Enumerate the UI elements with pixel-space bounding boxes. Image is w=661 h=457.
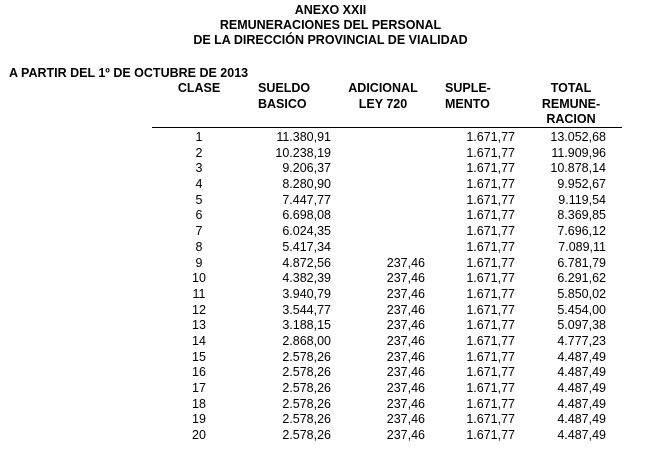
cell-suplemento: 1.671,77 [466, 318, 515, 333]
cell-total-remuneracion: 4.487,49 [557, 381, 606, 395]
cell-sueldo-basico: 2.578,26 [282, 365, 331, 380]
cell-clase: 18 [192, 396, 206, 411]
cell-total-remuneracion: 9.952,67 [557, 177, 606, 192]
cell-adicional-ley-720: 237,46 [386, 271, 425, 286]
cell-suplemento: 1.671,77 [466, 396, 515, 411]
cell-sueldo-basico: 6.698,08 [282, 208, 331, 223]
cell-sueldo-basico: 11.380,91 [276, 130, 331, 144]
header-divider [152, 127, 622, 128]
cell-sueldo-basico: 3.188,15 [282, 318, 331, 333]
table-row [0, 428, 661, 444]
table-row [0, 193, 661, 209]
cell-clase: 5 [195, 192, 203, 207]
cell-total-remuneracion: 7.089,11 [558, 239, 606, 254]
cell-clase: 20 [192, 428, 206, 443]
cell-suplemento: 1.671,77 [466, 428, 515, 443]
table-row [0, 256, 661, 272]
cell-adicional-ley-720: 237,46 [386, 333, 425, 348]
cell-total-remuneracion: 8.369,85 [557, 208, 606, 223]
cell-suplemento: 1.671,77 [466, 381, 515, 395]
column-header-total-remuneracion: TOTAL REMUNE- RACION [541, 81, 601, 126]
table-row [0, 365, 661, 381]
table-row [0, 287, 661, 303]
cell-clase: 2 [195, 145, 203, 160]
cell-sueldo-basico: 10.238,19 [275, 145, 331, 160]
table-row [0, 208, 661, 224]
cell-total-remuneracion: 5.850,02 [557, 286, 606, 301]
table-row [0, 240, 661, 256]
table-row [0, 130, 661, 146]
cell-sueldo-basico: 2.578,26 [282, 412, 331, 427]
cell-clase: 11 [192, 286, 206, 301]
cell-adicional-ley-720: 237,46 [386, 396, 425, 411]
cell-suplemento: 1.671,77 [466, 208, 515, 223]
annex-title: ANEXO XXII [294, 3, 367, 17]
column-header-suplemento: SUPLE- MENTO [445, 81, 491, 111]
document-title: REMUNERACIONES DEL PERSONAL [219, 18, 442, 32]
cell-sueldo-basico: 2.868,00 [282, 333, 331, 348]
cell-sueldo-basico: 3.940,79 [282, 286, 331, 301]
cell-total-remuneracion: 4.487,49 [557, 365, 606, 380]
cell-suplemento: 1.671,77 [466, 224, 515, 239]
table-row [0, 412, 661, 428]
cell-suplemento: 1.671,77 [466, 161, 515, 176]
cell-total-remuneracion: 4.487,49 [557, 428, 606, 443]
table-row [0, 303, 661, 319]
cell-suplemento: 1.671,77 [466, 130, 515, 144]
table-row [0, 146, 661, 162]
cell-clase: 19 [192, 412, 206, 427]
cell-clase: 7 [195, 224, 203, 239]
table-row [0, 334, 661, 350]
cell-sueldo-basico: 6.024,35 [282, 224, 331, 239]
cell-sueldo-basico: 4.872,56 [282, 255, 331, 270]
cell-suplemento: 1.671,77 [466, 349, 515, 364]
table-row [0, 350, 661, 366]
cell-clase: 13 [192, 318, 206, 333]
salary-table-body [0, 130, 661, 444]
cell-sueldo-basico: 9.206,37 [282, 161, 331, 176]
table-row [0, 318, 661, 334]
cell-adicional-ley-720: 237,46 [386, 286, 425, 301]
cell-total-remuneracion: 4.487,49 [557, 396, 606, 411]
cell-sueldo-basico: 2.578,26 [282, 396, 331, 411]
cell-total-remuneracion: 9.119,54 [558, 192, 606, 207]
cell-suplemento: 1.671,77 [466, 145, 515, 160]
cell-total-remuneracion: 4.487,49 [557, 349, 606, 364]
cell-clase: 10 [192, 271, 206, 286]
cell-sueldo-basico: 3.544,77 [282, 302, 331, 317]
cell-suplemento: 1.671,77 [466, 365, 515, 380]
cell-sueldo-basico: 2.578,26 [282, 428, 331, 443]
cell-suplemento: 1.671,77 [466, 239, 515, 254]
cell-suplemento: 1.671,77 [466, 177, 515, 192]
cell-total-remuneracion: 4.777,23 [557, 333, 606, 348]
cell-total-remuneracion: 4.487,49 [557, 412, 606, 427]
cell-total-remuneracion: 6.291,62 [557, 271, 606, 286]
effective-date-heading: A PARTIR DEL 1º DE OCTUBRE DE 2013 [9, 66, 249, 80]
cell-sueldo-basico: 5.417,34 [282, 239, 331, 254]
column-header-clase: CLASE [177, 81, 221, 95]
cell-adicional-ley-720: 237,46 [386, 365, 425, 380]
cell-total-remuneracion: 7.696,12 [557, 224, 606, 239]
column-header-adicional-ley-720: ADICIONAL LEY 720 [348, 81, 418, 111]
cell-total-remuneracion: 10.878,14 [550, 161, 606, 176]
table-row [0, 381, 661, 397]
cell-clase: 6 [195, 208, 203, 223]
cell-suplemento: 1.671,77 [466, 333, 515, 348]
cell-clase: 16 [192, 365, 206, 380]
table-row [0, 224, 661, 240]
cell-clase: 3 [195, 161, 203, 176]
cell-sueldo-basico: 8.280,90 [282, 177, 331, 192]
table-row [0, 271, 661, 287]
cell-clase: 14 [192, 333, 206, 348]
cell-total-remuneracion: 6.781,79 [557, 255, 606, 270]
cell-sueldo-basico: 2.578,26 [282, 381, 331, 395]
table-row [0, 161, 661, 177]
cell-total-remuneracion: 11.909,96 [551, 145, 606, 160]
cell-adicional-ley-720: 237,46 [386, 318, 425, 333]
cell-adicional-ley-720: 237,46 [386, 302, 425, 317]
cell-sueldo-basico: 2.578,26 [282, 349, 331, 364]
cell-clase: 12 [192, 302, 206, 317]
cell-suplemento: 1.671,77 [466, 412, 515, 427]
cell-adicional-ley-720: 237,46 [386, 349, 425, 364]
table-row [0, 177, 661, 193]
cell-sueldo-basico: 4.382,39 [282, 271, 331, 286]
cell-total-remuneracion: 13.052,68 [550, 130, 606, 144]
cell-suplemento: 1.671,77 [466, 286, 515, 301]
column-header-sueldo-basico: SUELDO BASICO [258, 81, 311, 111]
cell-clase: 8 [195, 239, 203, 254]
cell-clase: 4 [195, 177, 203, 192]
cell-adicional-ley-720: 237,46 [386, 255, 425, 270]
cell-adicional-ley-720: 237,46 [386, 381, 425, 395]
table-row [0, 397, 661, 413]
cell-clase: 9 [195, 255, 203, 270]
cell-total-remuneracion: 5.097,38 [557, 318, 606, 333]
cell-suplemento: 1.671,77 [466, 192, 515, 207]
cell-sueldo-basico: 7.447,77 [282, 192, 331, 207]
cell-suplemento: 1.671,77 [466, 271, 515, 286]
cell-suplemento: 1.671,77 [466, 255, 515, 270]
document-title-subline: DE LA DIRECCIÓN PROVINCIAL DE VIALIDAD [193, 33, 468, 47]
cell-clase: 17 [192, 381, 206, 395]
cell-adicional-ley-720: 237,46 [386, 412, 425, 427]
cell-clase: 1 [195, 130, 203, 144]
cell-suplemento: 1.671,77 [466, 302, 515, 317]
cell-clase: 15 [192, 349, 206, 364]
cell-adicional-ley-720: 237,46 [386, 428, 425, 443]
cell-total-remuneracion: 5.454,00 [557, 302, 606, 317]
